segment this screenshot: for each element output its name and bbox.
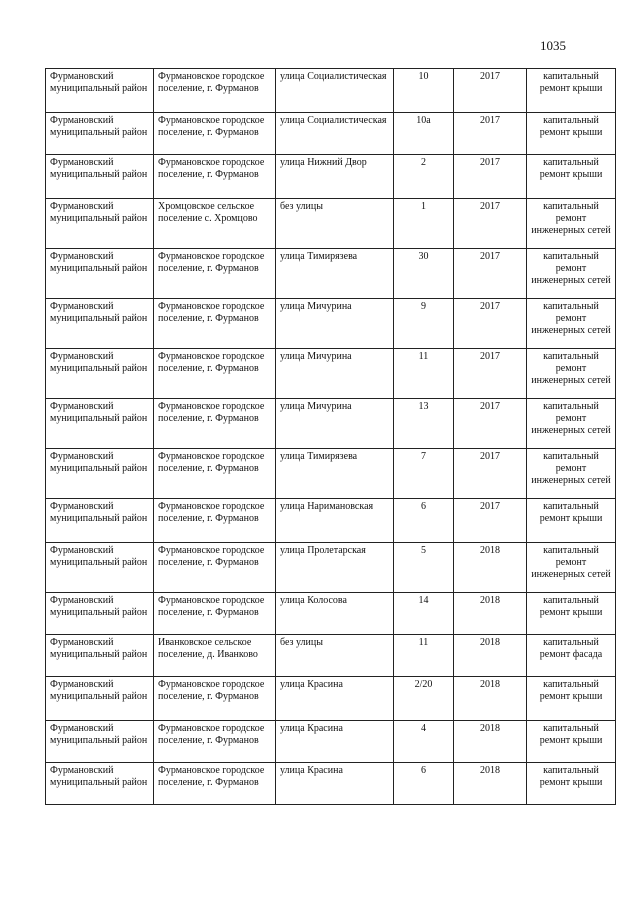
page-number: 1035 bbox=[540, 38, 566, 53]
work-type-cell: капитальный ремонт крыши bbox=[527, 499, 616, 543]
table-row bbox=[46, 677, 616, 721]
house-number-cell: 6 bbox=[394, 763, 454, 805]
year-cell: 2017 bbox=[454, 399, 527, 449]
street-cell: улица Мичурина bbox=[276, 399, 394, 449]
table-row bbox=[46, 113, 616, 155]
house-number-cell: 4 bbox=[394, 721, 454, 763]
settlement-cell: Хромцовское сельское поселение с. Хромцово bbox=[154, 199, 276, 249]
settlement-cell: Фурмановское городское поселение, г. Фурманов bbox=[154, 399, 276, 449]
house-number-cell: 6 bbox=[394, 499, 454, 543]
street-cell: улица Колосова bbox=[276, 593, 394, 635]
table-row bbox=[46, 199, 616, 249]
settlement-cell: Фурмановское городское поселение, г. Фурманов bbox=[154, 593, 276, 635]
settlement-cell: Фурмановское городское поселение, г. Фурманов bbox=[154, 155, 276, 199]
settlement-cell: Фурмановское городское поселение, г. Фурманов bbox=[154, 543, 276, 593]
house-number-cell: 7 bbox=[394, 449, 454, 499]
district-cell: Фурмановский муниципальный район bbox=[46, 299, 154, 349]
table-row bbox=[46, 399, 616, 449]
street-cell: без улицы bbox=[276, 199, 394, 249]
settlement-cell: Фурмановское городское поселение, г. Фурманов bbox=[154, 69, 276, 113]
street-cell: улица Тимирязева bbox=[276, 449, 394, 499]
house-number-cell: 11 bbox=[394, 635, 454, 677]
house-number-cell: 1 bbox=[394, 199, 454, 249]
year-cell: 2018 bbox=[454, 721, 527, 763]
table-row bbox=[46, 299, 616, 349]
house-number-cell: 10а bbox=[394, 113, 454, 155]
district-cell: Фурмановский муниципальный район bbox=[46, 449, 154, 499]
year-cell: 2017 bbox=[454, 155, 527, 199]
work-type-cell: капитальный ремонт крыши bbox=[527, 763, 616, 805]
year-cell: 2017 bbox=[454, 69, 527, 113]
house-number-cell: 13 bbox=[394, 399, 454, 449]
district-cell: Фурмановский муниципальный район bbox=[46, 399, 154, 449]
year-cell: 2018 bbox=[454, 635, 527, 677]
settlement-cell: Фурмановское городское поселение, г. Фурманов bbox=[154, 113, 276, 155]
year-cell: 2017 bbox=[454, 499, 527, 543]
year-cell: 2017 bbox=[454, 113, 527, 155]
street-cell: улица Красина bbox=[276, 763, 394, 805]
year-cell: 2018 bbox=[454, 543, 527, 593]
street-cell: без улицы bbox=[276, 635, 394, 677]
year-cell: 2018 bbox=[454, 593, 527, 635]
district-cell: Фурмановский муниципальный район bbox=[46, 499, 154, 543]
work-type-cell: капитальный ремонт инженерных сетей bbox=[527, 449, 616, 499]
street-cell: улица Тимирязева bbox=[276, 249, 394, 299]
settlement-cell: Фурмановское городское поселение, г. Фурманов bbox=[154, 449, 276, 499]
table-row bbox=[46, 249, 616, 299]
table-row bbox=[46, 635, 616, 677]
settlement-cell: Фурмановское городское поселение, г. Фурманов bbox=[154, 299, 276, 349]
table-row bbox=[46, 543, 616, 593]
work-type-cell: капитальный ремонт крыши bbox=[527, 677, 616, 721]
house-number-cell: 2/20 bbox=[394, 677, 454, 721]
district-cell: Фурмановский муниципальный район bbox=[46, 543, 154, 593]
district-cell: Фурмановский муниципальный район bbox=[46, 349, 154, 399]
year-cell: 2018 bbox=[454, 763, 527, 805]
settlement-cell: Фурмановское городское поселение, г. Фурманов bbox=[154, 249, 276, 299]
house-number-cell: 5 bbox=[394, 543, 454, 593]
street-cell: улица Нижний Двор bbox=[276, 155, 394, 199]
table-row bbox=[46, 69, 616, 113]
street-cell: улица Пролетарская bbox=[276, 543, 394, 593]
year-cell: 2018 bbox=[454, 677, 527, 721]
year-cell: 2017 bbox=[454, 349, 527, 399]
year-cell: 2017 bbox=[454, 449, 527, 499]
district-cell: Фурмановский муниципальный район bbox=[46, 69, 154, 113]
district-cell: Фурмановский муниципальный район bbox=[46, 199, 154, 249]
district-cell: Фурмановский муниципальный район bbox=[46, 249, 154, 299]
work-type-cell: капитальный ремонт крыши bbox=[527, 113, 616, 155]
settlement-cell: Иванковское сельское поселение, д. Иванково bbox=[154, 635, 276, 677]
settlement-cell: Фурмановское городское поселение, г. Фурманов bbox=[154, 721, 276, 763]
table-row bbox=[46, 449, 616, 499]
year-cell: 2017 bbox=[454, 249, 527, 299]
work-type-cell: капитальный ремонт крыши bbox=[527, 593, 616, 635]
street-cell: улица Социалистическая bbox=[276, 69, 394, 113]
table-row bbox=[46, 349, 616, 399]
work-type-cell: капитальный ремонт фасада bbox=[527, 635, 616, 677]
work-type-cell: капитальный ремонт инженерных сетей bbox=[527, 199, 616, 249]
table-row bbox=[46, 593, 616, 635]
street-cell: улица Красина bbox=[276, 721, 394, 763]
district-cell: Фурмановский муниципальный район bbox=[46, 113, 154, 155]
district-cell: Фурмановский муниципальный район bbox=[46, 635, 154, 677]
settlement-cell: Фурмановское городское поселение, г. Фурманов bbox=[154, 499, 276, 543]
work-type-cell: капитальный ремонт крыши bbox=[527, 155, 616, 199]
street-cell: улица Мичурина bbox=[276, 349, 394, 399]
work-type-cell: капитальный ремонт крыши bbox=[527, 721, 616, 763]
district-cell: Фурмановский муниципальный район bbox=[46, 763, 154, 805]
house-number-cell: 11 bbox=[394, 349, 454, 399]
street-cell: улица Мичурина bbox=[276, 299, 394, 349]
district-cell: Фурмановский муниципальный район bbox=[46, 155, 154, 199]
street-cell: улица Социалистическая bbox=[276, 113, 394, 155]
house-number-cell: 30 bbox=[394, 249, 454, 299]
table-row bbox=[46, 721, 616, 763]
work-type-cell: капитальный ремонт крыши bbox=[527, 69, 616, 113]
house-number-cell: 14 bbox=[394, 593, 454, 635]
settlement-cell: Фурмановское городское поселение, г. Фурманов bbox=[154, 349, 276, 399]
work-type-cell: капитальный ремонт инженерных сетей bbox=[527, 399, 616, 449]
table-row bbox=[46, 499, 616, 543]
work-type-cell: капитальный ремонт инженерных сетей bbox=[527, 543, 616, 593]
table-row bbox=[46, 763, 616, 805]
house-number-cell: 9 bbox=[394, 299, 454, 349]
housing-repair-table bbox=[45, 68, 616, 805]
settlement-cell: Фурмановское городское поселение, г. Фурманов bbox=[154, 763, 276, 805]
street-cell: улица Наримановская bbox=[276, 499, 394, 543]
settlement-cell: Фурмановское городское поселение, г. Фурманов bbox=[154, 677, 276, 721]
work-type-cell: капитальный ремонт инженерных сетей bbox=[527, 299, 616, 349]
district-cell: Фурмановский муниципальный район bbox=[46, 677, 154, 721]
street-cell: улица Красина bbox=[276, 677, 394, 721]
year-cell: 2017 bbox=[454, 299, 527, 349]
year-cell: 2017 bbox=[454, 199, 527, 249]
district-cell: Фурмановский муниципальный район bbox=[46, 721, 154, 763]
house-number-cell: 2 bbox=[394, 155, 454, 199]
table-row bbox=[46, 155, 616, 199]
work-type-cell: капитальный ремонт инженерных сетей bbox=[527, 349, 616, 399]
work-type-cell: капитальный ремонт инженерных сетей bbox=[527, 249, 616, 299]
house-number-cell: 10 bbox=[394, 69, 454, 113]
district-cell: Фурмановский муниципальный район bbox=[46, 593, 154, 635]
